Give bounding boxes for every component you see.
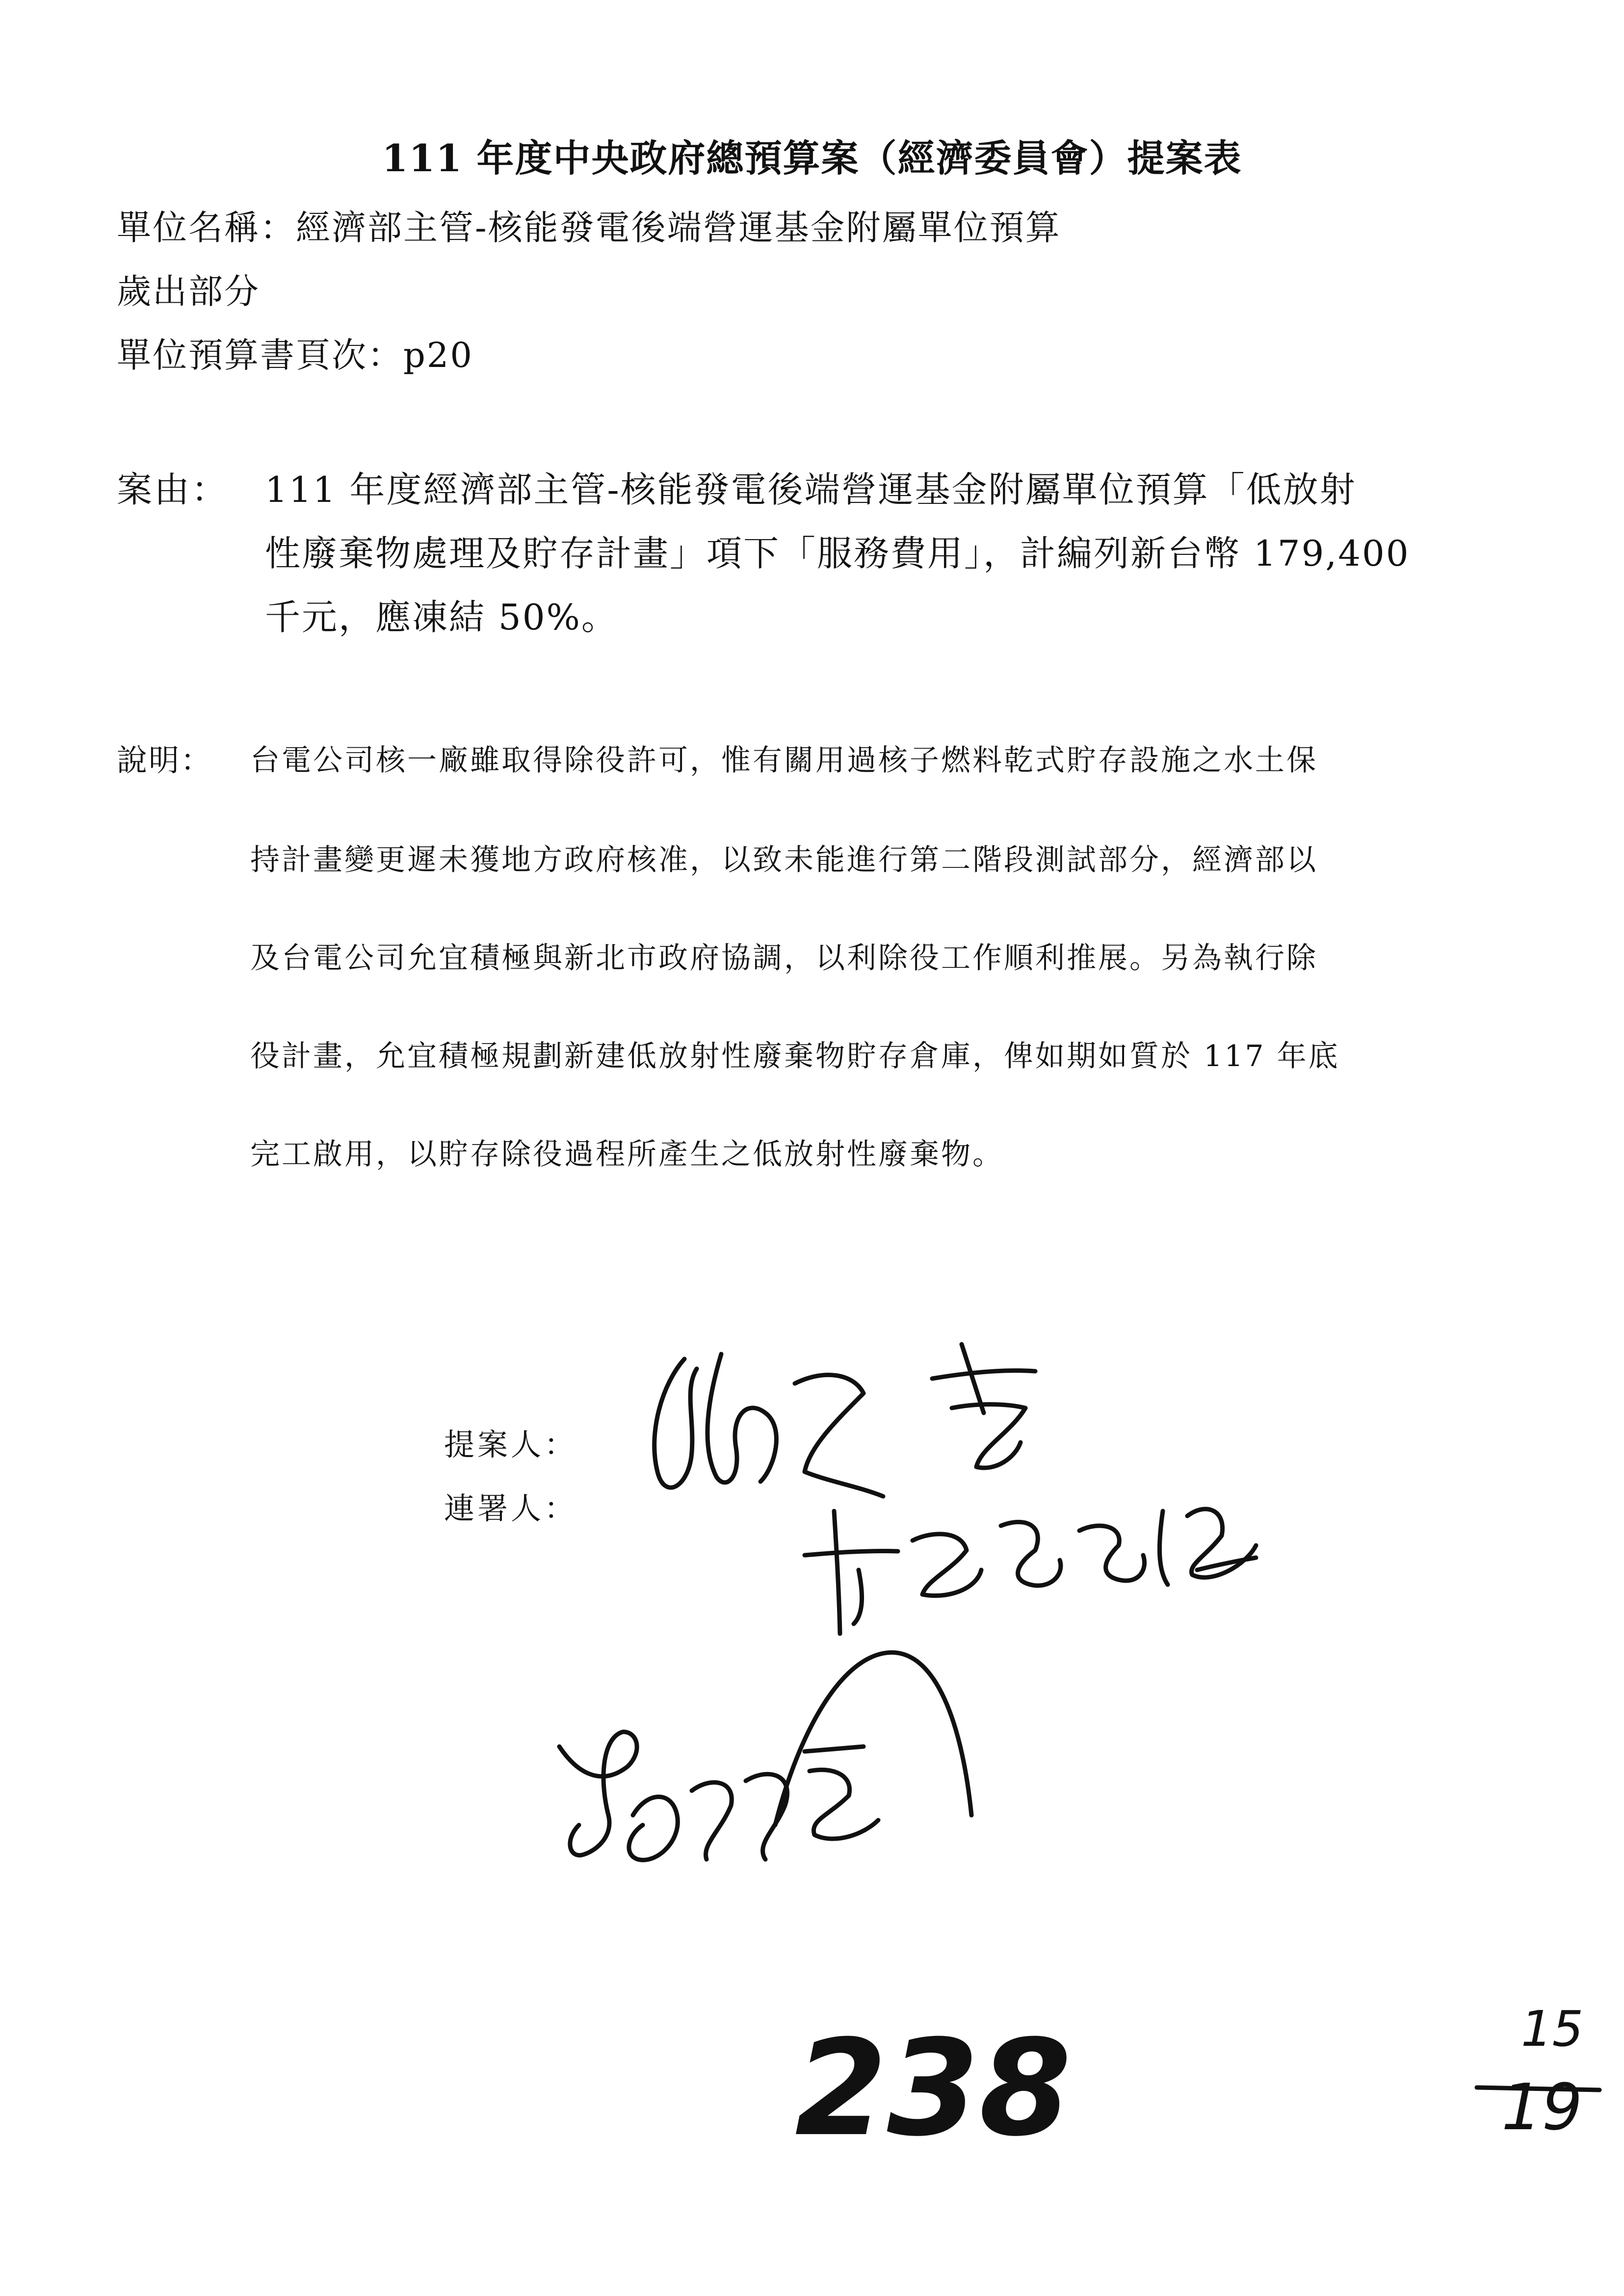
description-line: 完工啟用，以貯存除役過程所產生之低放射性廢棄物。 <box>250 1137 1004 1172</box>
reason-label: 案由： <box>117 469 229 510</box>
description-line: 台電公司核一廠雖取得除役許可，惟有關用過核子燃料乾式貯存設施之水土保 <box>250 743 1318 778</box>
description-label: 說明： <box>117 742 213 778</box>
cosigner-label: 連署人： <box>444 1490 578 1526</box>
unit-name: 單位名稱：經濟部主管-核能發電後端營運基金附屬單位預算 <box>117 208 1061 248</box>
cosigner-signature-1 <box>805 1509 1256 1634</box>
section-label: 歲出部分 <box>117 271 260 312</box>
budget-page-ref: 單位預算書頁次：p20 <box>117 335 473 375</box>
document-title: 111 年度中央政府總預算案（經濟委員會）提案表 <box>382 136 1242 180</box>
description-line: 役計畫，允宜積極規劃新建低放射性廢棄物貯存倉庫，俾如期如質於 117 年底 <box>250 1039 1340 1073</box>
cosigner-signature-2 <box>559 1652 971 1860</box>
reason-line: 111 年度經濟部主管-核能發電後端營運基金附屬單位預算「低放射 <box>265 469 1357 510</box>
reason-line: 性廢棄物處理及貯存計畫」項下「服務費用」，計編列新台幣 179,400 <box>265 533 1410 574</box>
reason-line: 千元，應凍結 50%。 <box>265 597 618 638</box>
proposer-label: 提案人： <box>444 1427 578 1462</box>
proposer-signature <box>655 1344 1035 1496</box>
handwritten-page-number: 238 <box>795 2011 1072 2166</box>
description-line: 持計畫變更遲未獲地方政府核准，以致未能進行第二階段測試部分，經濟部以 <box>250 843 1318 877</box>
description-line: 及台電公司允宜積極與新北市政府協調，以利除役工作順利推展。另為執行除 <box>250 941 1318 975</box>
corner-number-new: 15 <box>1521 2000 1584 2058</box>
corner-number-old: 19 <box>1501 2070 1583 2144</box>
